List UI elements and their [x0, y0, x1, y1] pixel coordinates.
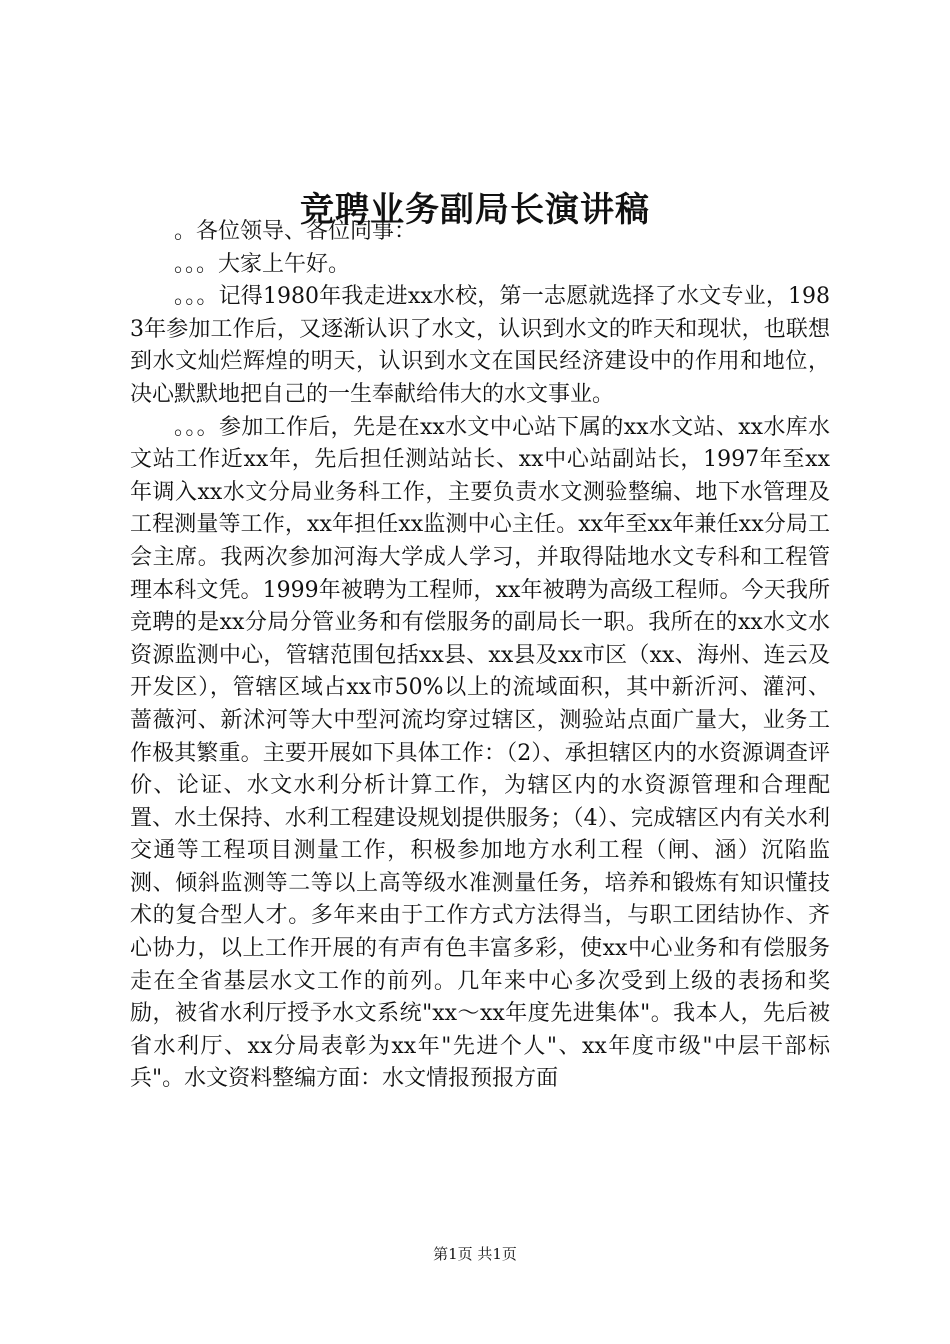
- body-paragraph-1: 。。。记得1980年我走进xx水校，第一志愿就选择了水文专业，1983年参加工作后，又逐渐认识了水文，认识到水文的昨天和现状，也联想到水文灿烂辉煌的明天，认识到水文在国民经济建设中的作用和地位，决心默默地把自己的一生奉献给伟大的水文事业。: [130, 284, 830, 407]
- greeting-paragraph: 。各位领导、各位同事：: [174, 219, 417, 244]
- document-body: [130, 216, 830, 1096]
- salutation-paragraph: 。。。大家上午好。: [174, 251, 351, 277]
- page-number-footer: 第1页 共1页: [433, 1245, 517, 1263]
- body-paragraph-2: 。。。参加工作后，先是在xx水文中心站下属的xx水文站、xx水库水文站工作近xx年，先后担任测站站长、xx中心站副站长，1997年至xx年调入xx水文分局业务科工作，主要负责水文测验整编、地下水管理及工程测量等工作，xx年担任xx监测中心主任。xx年至xx年兼任xx分局工会主席。我两次参加河海大学成人学习，并取得陆地水文专科和工程管理本科文凭。1999年被聘为工程师，xx年被聘为高级工程师。今天我所竞聘的是xx分局分管业务和有偿服务的副局长一职。我所在的xx水文水资源监测中心，管辖范围包括xx县、xx县及xx市区（xx、海州、连云及开发区），管辖区域占xx市50%以上的流域面积，其中新沂河、灌河、蔷薇河、新沭河等大中型河流均穿过辖区，测验站点面广量大，业务工作极其繁重。主要开展如下具体工作：（2）、承担辖区内的水资源调查评价、论证、水文水利分析计算工作，为辖区内的水资源管理和合理配置、水土保持、水利工程建设规划提供服务；（4）、完成辖区内有关水利交通等工程项目测量工作，积极参加地方水利工程（闸、涵）沉陷监测、倾斜监测等二等以上高等级水准测量任务，培养和锻炼有知识懂技术的复合型人才。多年来由于工作方式方法得当，与职工团结协作、齐心协力，以上工作开展的有声有色丰富多彩，使xx中心业务和有偿服务走在全省基层水文工作的前列。几年来中心多次受到上级的表扬和奖励，被省水利厅授予水文系统"xx～xx年度先进集体"。我本人，先后被省水利厅、xx分局表彰为xx年"先进个人"、xx年度市级"中层干部标兵"。水文资料整编方面：水文情报预报方面: [130, 414, 830, 1092]
- document-title: 竞聘业务副局长演讲稿: [300, 190, 650, 230]
